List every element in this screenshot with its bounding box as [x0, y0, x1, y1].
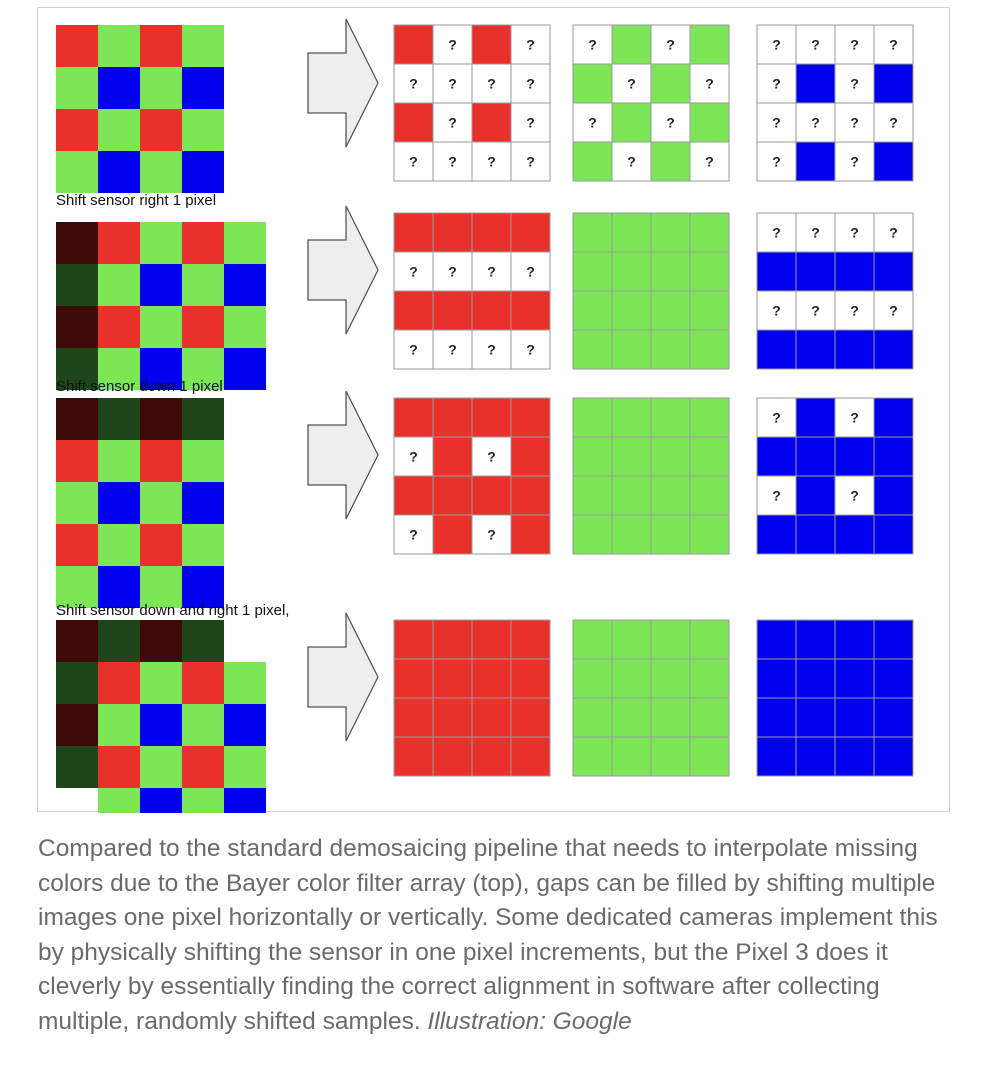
missing-value-mark: ? [526, 75, 535, 92]
bayer-input-row-4-cell-dark-green [56, 746, 98, 788]
missing-value-mark: ? [772, 487, 781, 504]
bayer-input-row-2-cell-green [182, 264, 224, 306]
bayer-input-row-2-cell-green [98, 264, 140, 306]
green-plane-row-2-cell-green [612, 213, 651, 252]
green-plane-row-2-cell-green [690, 213, 729, 252]
missing-value-mark: ? [889, 302, 898, 319]
blue-plane-row-2-cell-blue [796, 330, 835, 369]
caption-credit: Illustration: Google [427, 1007, 632, 1035]
missing-value-mark: ? [487, 75, 496, 92]
missing-value-mark: ? [487, 263, 496, 280]
bayer-input-row-4-cell-green [182, 788, 224, 813]
missing-value-mark: ? [772, 114, 781, 131]
bayer-input-row-3-cell-green [98, 524, 140, 566]
blue-plane-row-2-cell-blue [757, 330, 796, 369]
blue-plane-row-2-cell-blue [835, 252, 874, 291]
missing-value-mark: ? [526, 36, 535, 53]
bayer-input-row-3-cell-red [56, 524, 98, 566]
blue-plane-row-3-cell-blue [796, 437, 835, 476]
missing-value-mark: ? [811, 36, 820, 53]
missing-value-mark: ? [850, 114, 859, 131]
bayer-input-row-2-cell-red [98, 306, 140, 348]
blue-plane-row-4-cell-blue [835, 698, 874, 737]
green-plane-row-1-cell-green [690, 103, 729, 142]
red-plane-row-4 [394, 620, 550, 776]
blue-plane-row-4-cell-blue [757, 737, 796, 776]
missing-value-mark: ? [526, 114, 535, 131]
missing-value-mark: ? [487, 448, 496, 465]
missing-value-mark: ? [811, 114, 820, 131]
red-plane-row-2-cell-red [511, 291, 550, 330]
missing-value-mark: ? [409, 153, 418, 170]
bayer-input-row-1-cell-blue [182, 67, 224, 109]
bayer-input-row-3-cell-green [56, 482, 98, 524]
bayer-input-row-1-cell-green [182, 109, 224, 151]
blue-plane-row-4-cell-blue [874, 737, 913, 776]
bayer-input-row-3-cell-blue [182, 482, 224, 524]
red-plane-row-4-cell-red [394, 659, 433, 698]
bayer-input-row-2-cell-blue [140, 264, 182, 306]
bayer-input-row-3-cell-red [140, 440, 182, 482]
red-plane-row-1-cell-red [394, 25, 433, 64]
bayer-input-row-3-cell-green [98, 440, 140, 482]
bayer-input-row-2-cell-green [140, 306, 182, 348]
bayer-input-row-1-cell-blue [98, 151, 140, 193]
bayer-input-row-4-cell-green [224, 662, 266, 704]
green-plane-row-2-cell-green [651, 252, 690, 291]
missing-value-mark: ? [850, 36, 859, 53]
missing-value-mark: ? [850, 487, 859, 504]
bayer-input-row-1-cell-red [56, 25, 98, 67]
blue-plane-row-3-cell-blue [757, 515, 796, 554]
green-plane-row-2-cell-green [651, 291, 690, 330]
bayer-input-row-3 [56, 398, 224, 608]
missing-value-mark: ? [850, 302, 859, 319]
green-plane-row-4-cell-green [690, 737, 729, 776]
bayer-input-row-4-cell-blue [140, 788, 182, 813]
missing-value-mark: ? [772, 75, 781, 92]
bayer-input-row-4-cell-blue [140, 704, 182, 746]
missing-value-mark: ? [409, 448, 418, 465]
missing-value-mark: ? [850, 153, 859, 170]
green-plane-row-2-cell-green [690, 252, 729, 291]
missing-value-mark: ? [889, 224, 898, 241]
green-plane-row-3-cell-green [690, 437, 729, 476]
green-plane-row-4-cell-green [651, 620, 690, 659]
missing-value-mark: ? [889, 114, 898, 131]
green-plane-row-3-cell-green [690, 398, 729, 437]
blue-plane-row-1-cell-blue [796, 64, 835, 103]
green-plane-row-4-cell-green [612, 620, 651, 659]
green-plane-row-3-cell-green [612, 437, 651, 476]
green-plane-row-2 [573, 213, 729, 369]
arrow-right-icon-row-1 [308, 19, 378, 147]
blue-plane-row-3-cell-blue [874, 437, 913, 476]
red-plane-row-2-cell-red [472, 213, 511, 252]
missing-value-mark: ? [588, 36, 597, 53]
red-plane-row-4-cell-red [433, 698, 472, 737]
bayer-input-row-1-cell-blue [182, 151, 224, 193]
blue-plane-row-1-cell-blue [874, 64, 913, 103]
missing-value-mark: ? [850, 75, 859, 92]
blue-plane-row-4-cell-blue [796, 737, 835, 776]
blue-plane-row-3 [757, 398, 913, 554]
blue-plane-row-3-cell-blue [796, 476, 835, 515]
blue-plane-row-4 [757, 620, 913, 776]
red-plane-row-1 [394, 25, 550, 181]
bayer-input-row-1 [56, 25, 224, 193]
green-plane-row-3 [573, 398, 729, 554]
arrow-right-icon-row-3 [308, 391, 378, 519]
red-plane-row-4-cell-red [394, 620, 433, 659]
green-plane-row-3-cell-green [573, 515, 612, 554]
green-plane-row-3-cell-green [690, 476, 729, 515]
missing-value-mark: ? [448, 114, 457, 131]
blue-plane-row-2-cell-blue [874, 330, 913, 369]
red-plane-row-4-cell-red [472, 737, 511, 776]
bayer-input-row-4-cell-dark-red [140, 620, 182, 662]
green-plane-row-1-cell-green [612, 103, 651, 142]
bayer-input-row-4-cell-dark-red [56, 704, 98, 746]
bayer-input-row-3-cell-red [56, 440, 98, 482]
green-plane-row-3-cell-green [573, 398, 612, 437]
row-label-shift-down: Shift sensor down 1 pixel [56, 378, 223, 395]
red-plane-row-4-cell-red [511, 620, 550, 659]
bayer-input-row-3-cell-red [140, 524, 182, 566]
green-plane-row-3-cell-green [612, 515, 651, 554]
missing-value-mark: ? [526, 153, 535, 170]
green-plane-row-4-cell-green [612, 737, 651, 776]
blue-plane-row-2 [757, 213, 913, 369]
red-plane-row-2-cell-red [394, 291, 433, 330]
blue-plane-row-4-cell-blue [757, 620, 796, 659]
red-plane-row-3-cell-red [472, 476, 511, 515]
missing-value-mark: ? [889, 36, 898, 53]
bayer-input-row-2-cell-green [140, 222, 182, 264]
bayer-input-row-2-cell-green [224, 306, 266, 348]
red-plane-row-4-cell-red [433, 620, 472, 659]
green-plane-row-3-cell-green [651, 515, 690, 554]
bayer-input-row-2-cell-blue [224, 348, 266, 390]
blue-plane-row-4-cell-blue [757, 659, 796, 698]
green-plane-row-1-cell-green [573, 64, 612, 103]
missing-value-mark: ? [705, 75, 714, 92]
red-plane-row-1-cell-red [472, 25, 511, 64]
bayer-input-row-1-cell-red [56, 109, 98, 151]
bayer-input-row-1-cell-red [140, 109, 182, 151]
missing-value-mark: ? [448, 75, 457, 92]
green-plane-row-3-cell-green [612, 398, 651, 437]
red-plane-row-3 [394, 398, 550, 554]
bayer-input-row-1-cell-green [56, 151, 98, 193]
green-plane-row-4-cell-green [651, 659, 690, 698]
bayer-input-row-1-cell-blue [98, 67, 140, 109]
green-plane-row-2-cell-green [612, 330, 651, 369]
bayer-input-row-3-cell-green [140, 482, 182, 524]
green-plane-row-2-cell-green [573, 291, 612, 330]
bayer-input-row-3-cell-green [182, 440, 224, 482]
blue-plane-row-4-cell-blue [796, 620, 835, 659]
red-plane-row-4-cell-red [472, 698, 511, 737]
green-plane-row-4-cell-green [573, 737, 612, 776]
green-plane-row-4-cell-green [612, 698, 651, 737]
red-plane-row-3-cell-red [472, 398, 511, 437]
green-plane-row-3-cell-green [651, 398, 690, 437]
blue-plane-row-1-cell-blue [796, 142, 835, 181]
missing-value-mark: ? [772, 224, 781, 241]
missing-value-mark: ? [811, 224, 820, 241]
green-plane-row-2-cell-green [651, 213, 690, 252]
bayer-input-row-4-cell-blue [224, 704, 266, 746]
arrow-right-icon-row-2 [308, 206, 378, 334]
missing-value-mark: ? [772, 302, 781, 319]
blue-plane-row-4-cell-blue [796, 698, 835, 737]
green-plane-row-1-cell-green [690, 25, 729, 64]
blue-plane-row-4-cell-blue [835, 737, 874, 776]
green-plane-row-4-cell-green [612, 659, 651, 698]
blue-plane-row-3-cell-blue [796, 515, 835, 554]
red-plane-row-4-cell-red [511, 659, 550, 698]
red-plane-row-4-cell-red [433, 737, 472, 776]
red-plane-row-3-cell-red [511, 515, 550, 554]
green-plane-row-4-cell-green [690, 698, 729, 737]
bayer-input-row-3-cell-dark-green [98, 398, 140, 440]
red-plane-row-1-cell-red [394, 103, 433, 142]
green-plane-row-4-cell-green [690, 620, 729, 659]
blue-plane-row-1-cell-blue [874, 142, 913, 181]
red-plane-row-4-cell-red [394, 737, 433, 776]
green-plane-row-3-cell-green [612, 476, 651, 515]
bayer-input-row-4-cell-red [98, 746, 140, 788]
bayer-input-row-4-cell-red [182, 746, 224, 788]
missing-value-mark: ? [811, 302, 820, 319]
green-plane-row-4-cell-green [573, 698, 612, 737]
green-plane-row-2-cell-green [573, 213, 612, 252]
bayer-input-row-3-cell-dark-red [140, 398, 182, 440]
red-plane-row-3-cell-red [511, 476, 550, 515]
red-plane-row-1-cell-red [472, 103, 511, 142]
red-plane-row-3-cell-red [433, 398, 472, 437]
green-plane-row-3-cell-green [651, 476, 690, 515]
bayer-input-row-1-cell-green [56, 67, 98, 109]
green-plane-row-2-cell-green [651, 330, 690, 369]
blue-plane-row-4-cell-blue [835, 620, 874, 659]
green-plane-row-1-cell-green [573, 142, 612, 181]
bayer-input-row-4-cell-blue [224, 788, 266, 813]
bayer-input-row-3-cell-blue [98, 482, 140, 524]
green-plane-row-1 [573, 25, 729, 181]
red-plane-row-4-cell-red [511, 698, 550, 737]
blue-plane-row-1 [757, 25, 913, 181]
bayer-input-row-4-cell-red [98, 662, 140, 704]
blue-plane-row-4-cell-blue [874, 620, 913, 659]
missing-value-mark: ? [588, 114, 597, 131]
bayer-input-row-4-cell-red [182, 662, 224, 704]
bayer-input-row-1-cell-green [140, 151, 182, 193]
bayer-input-row-1-cell-green [98, 25, 140, 67]
blue-plane-row-3-cell-blue [835, 437, 874, 476]
blue-plane-row-3-cell-blue [835, 515, 874, 554]
bayer-input-row-2-cell-green [224, 222, 266, 264]
red-plane-row-3-cell-red [433, 515, 472, 554]
figure-caption [38, 832, 953, 1039]
green-plane-row-4-cell-green [573, 620, 612, 659]
green-plane-row-1-cell-green [612, 25, 651, 64]
green-plane-row-2-cell-green [690, 291, 729, 330]
missing-value-mark: ? [448, 341, 457, 358]
bayer-input-row-3-cell-dark-green [182, 398, 224, 440]
red-plane-row-3-cell-red [433, 476, 472, 515]
missing-value-mark: ? [772, 36, 781, 53]
bayer-input-row-3-cell-dark-red [56, 398, 98, 440]
bayer-input-row-2-cell-dark-green [56, 264, 98, 306]
bayer-input-row-4-cell-dark-green [182, 620, 224, 662]
missing-value-mark: ? [666, 114, 675, 131]
missing-value-mark: ? [487, 526, 496, 543]
green-plane-row-1-cell-green [651, 64, 690, 103]
bayer-input-row-4-cell-dark-green [98, 620, 140, 662]
red-plane-row-4-cell-red [472, 659, 511, 698]
bayer-input-row-1-cell-green [140, 67, 182, 109]
bayer-input-row-4-cell-green [140, 746, 182, 788]
green-plane-row-4-cell-green [651, 698, 690, 737]
green-plane-row-4-cell-green [690, 659, 729, 698]
pixel-shift-diagram [38, 8, 951, 813]
red-plane-row-4-cell-red [511, 737, 550, 776]
bayer-input-row-4-cell-green [140, 662, 182, 704]
blue-plane-row-3-cell-blue [874, 476, 913, 515]
bayer-input-row-4-cell-dark-red [56, 620, 98, 662]
blue-plane-row-4-cell-blue [757, 698, 796, 737]
blue-plane-row-3-cell-blue [757, 437, 796, 476]
bayer-input-row-2-cell-red [182, 222, 224, 264]
missing-value-mark: ? [487, 341, 496, 358]
green-plane-row-2-cell-green [612, 291, 651, 330]
bayer-input-row-4-cell-dark-green [56, 662, 98, 704]
missing-value-mark: ? [772, 409, 781, 426]
missing-value-mark: ? [448, 263, 457, 280]
missing-value-mark: ? [409, 75, 418, 92]
red-plane-row-2-cell-red [433, 213, 472, 252]
blue-plane-row-4-cell-blue [796, 659, 835, 698]
missing-value-mark: ? [705, 153, 714, 170]
green-plane-row-3-cell-green [573, 437, 612, 476]
green-plane-row-2-cell-green [612, 252, 651, 291]
bayer-input-row-2-cell-dark-red [56, 222, 98, 264]
blue-plane-row-3-cell-blue [796, 398, 835, 437]
bayer-input-row-2-cell-blue [224, 264, 266, 306]
bayer-input-row-4-cell-green [98, 704, 140, 746]
green-plane-row-4 [573, 620, 729, 776]
green-plane-row-3-cell-green [573, 476, 612, 515]
blue-plane-row-3-cell-blue [874, 515, 913, 554]
red-plane-row-2 [394, 213, 550, 369]
blue-plane-row-4-cell-blue [874, 698, 913, 737]
missing-value-mark: ? [448, 153, 457, 170]
bayer-input-row-4-cell-green [182, 704, 224, 746]
missing-value-mark: ? [850, 224, 859, 241]
missing-value-mark: ? [627, 75, 636, 92]
red-plane-row-3-cell-red [433, 437, 472, 476]
green-plane-row-1-cell-green [651, 142, 690, 181]
red-plane-row-2-cell-red [433, 291, 472, 330]
missing-value-mark: ? [772, 153, 781, 170]
missing-value-mark: ? [409, 526, 418, 543]
bayer-input-row-4 [56, 620, 266, 813]
red-plane-row-3-cell-red [394, 398, 433, 437]
green-plane-row-3-cell-green [690, 515, 729, 554]
bayer-input-row-1-cell-green [98, 109, 140, 151]
missing-value-mark: ? [526, 341, 535, 358]
missing-value-mark: ? [409, 263, 418, 280]
blue-plane-row-4-cell-blue [874, 659, 913, 698]
bayer-input-row-2 [56, 222, 266, 390]
red-plane-row-4-cell-red [472, 620, 511, 659]
figure-frame [37, 7, 950, 812]
bayer-input-row-4-cell-green [224, 746, 266, 788]
green-plane-row-2-cell-green [573, 330, 612, 369]
blue-plane-row-2-cell-blue [757, 252, 796, 291]
blue-plane-row-3-cell-blue [874, 398, 913, 437]
row-label-shift-down-right: Shift sensor down and right 1 pixel, [56, 602, 290, 619]
bayer-input-row-2-cell-dark-red [56, 306, 98, 348]
row-label-shift-right: Shift sensor right 1 pixel [56, 192, 217, 209]
bayer-input-row-1-cell-green [182, 25, 224, 67]
missing-value-mark: ? [666, 36, 675, 53]
arrow-right-icon-row-4 [308, 613, 378, 741]
missing-value-mark: ? [850, 409, 859, 426]
missing-value-mark: ? [409, 341, 418, 358]
red-plane-row-2-cell-red [394, 213, 433, 252]
green-plane-row-2-cell-green [573, 252, 612, 291]
bayer-input-row-1-cell-red [140, 25, 182, 67]
blue-plane-row-2-cell-blue [835, 330, 874, 369]
bayer-input-row-4-cell-green [98, 788, 140, 813]
red-plane-row-2-cell-red [511, 213, 550, 252]
caption-text: Compared to the standard demosaicing pipeline that needs to interpolate missing colors due to the Bayer color filter array (top), gaps can be filled by shifting multiple images one pixel horizontally or vertically. Some dedicated cameras implement this by physically shifting the sensor in one pixel increments, but the Pixel 3 does it cleverly by essentially finding the correct alignment in software after collecting multiple, randomly shifted samples. [38, 835, 938, 1035]
red-plane-row-3-cell-red [511, 437, 550, 476]
red-plane-row-4-cell-red [433, 659, 472, 698]
bayer-input-row-3-cell-green [182, 524, 224, 566]
green-plane-row-2-cell-green [690, 330, 729, 369]
blue-plane-row-2-cell-blue [796, 252, 835, 291]
green-plane-row-4-cell-green [651, 737, 690, 776]
red-plane-row-3-cell-red [394, 476, 433, 515]
bayer-input-row-2-cell-red [98, 222, 140, 264]
bayer-input-row-2-cell-red [182, 306, 224, 348]
blue-plane-row-2-cell-blue [874, 252, 913, 291]
missing-value-mark: ? [627, 153, 636, 170]
green-plane-row-3-cell-green [651, 437, 690, 476]
missing-value-mark: ? [487, 153, 496, 170]
green-plane-row-4-cell-green [573, 659, 612, 698]
red-plane-row-2-cell-red [472, 291, 511, 330]
missing-value-mark: ? [526, 263, 535, 280]
red-plane-row-3-cell-red [511, 398, 550, 437]
missing-value-mark: ? [448, 36, 457, 53]
blue-plane-row-4-cell-blue [835, 659, 874, 698]
red-plane-row-4-cell-red [394, 698, 433, 737]
